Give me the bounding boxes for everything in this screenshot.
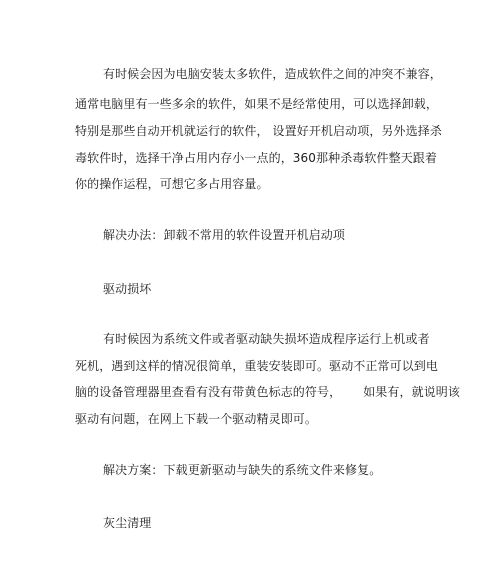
paragraph-line: 死机，遇到这样的情况很简单，重装安装即可。驱动不正常可以到电 bbox=[75, 359, 439, 373]
solution-text: 解决方案：下载更新驱动与缺失的系统文件来修复。 bbox=[103, 463, 382, 477]
paragraph-line: 驱动有问题，在网上下载一个驱动精灵即可。 bbox=[75, 412, 318, 426]
solution-text: 解决办法：卸载不常用的软件设置开机启动项 bbox=[103, 228, 346, 242]
paragraph-line: 有时候因为系统文件或者驱动缺失损坏造成程序运行上机或者 bbox=[103, 332, 430, 346]
paragraph-line-part: 脑的设备管理器里查看有没有带黄色标志的符号， bbox=[75, 385, 342, 399]
paragraph-line bbox=[75, 385, 460, 399]
section-heading: 驱动损坏 bbox=[103, 282, 152, 296]
paragraph-line: 你的操作运程，可想它多占用容量。 bbox=[75, 177, 269, 191]
paragraph-line: 有时候会因为电脑安装太多软件，造成软件之间的冲突不兼容， bbox=[103, 67, 442, 81]
section-heading: 灰尘清理 bbox=[103, 516, 152, 530]
paragraph-line: 通常电脑里有一些多余的软件，如果不是经常使用，可以选择卸载， bbox=[75, 97, 439, 111]
paragraph-line-part: 如果有，就说明该 bbox=[363, 385, 461, 399]
paragraph-line: 毒软件时，选择干净占用内存小一点的，360那种杀毒软件整天跟着 bbox=[75, 151, 438, 165]
paragraph-line: 特别是那些自动开机就运行的软件， 设置好开机启动项，另外选择杀 bbox=[75, 124, 442, 138]
